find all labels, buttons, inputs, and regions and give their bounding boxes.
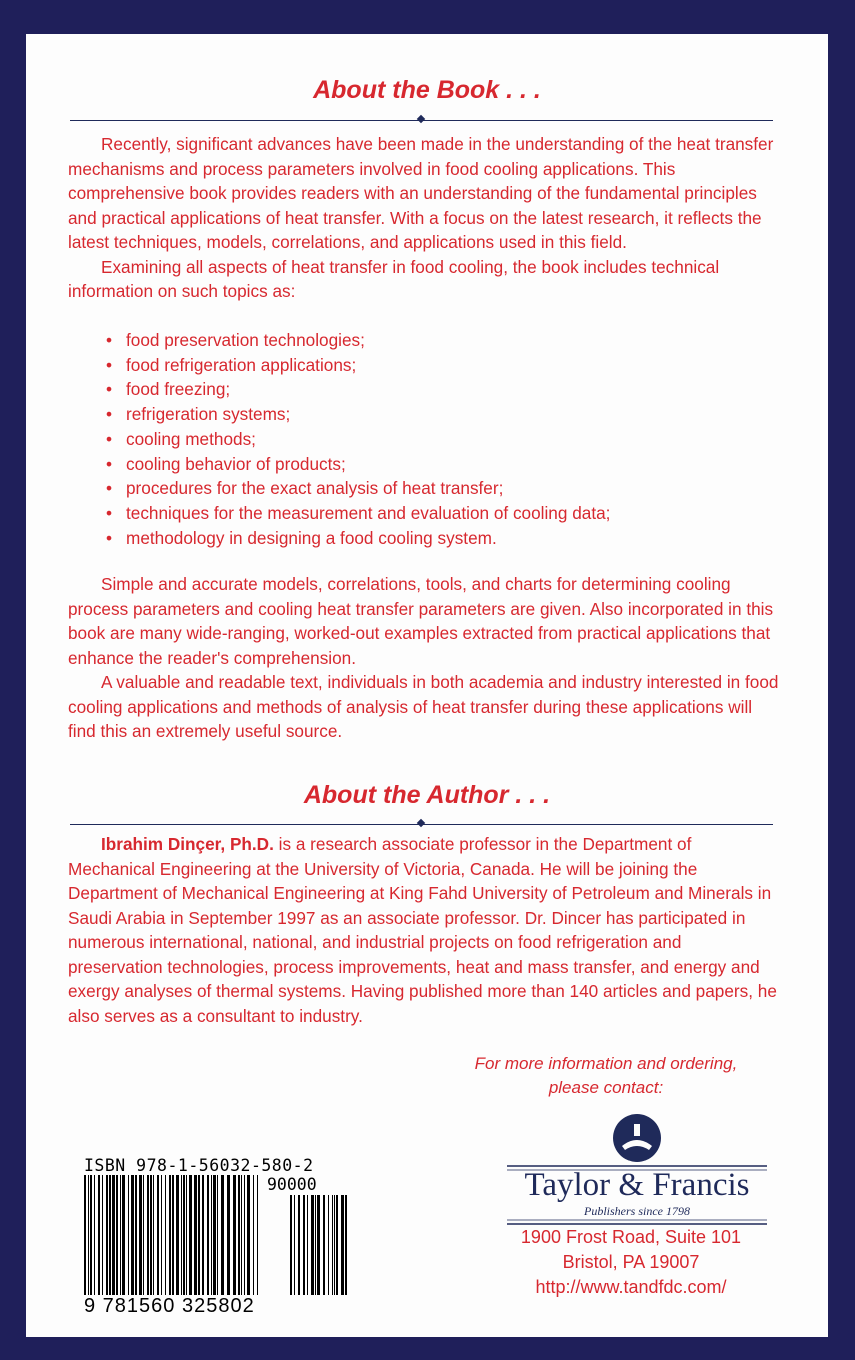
barcode-addon-bar: [328, 1195, 329, 1295]
barcode-bar: [106, 1175, 108, 1295]
barcode-bar: [244, 1175, 245, 1295]
barcode-bar: [165, 1175, 166, 1295]
barcode-bar: [169, 1175, 171, 1295]
address-line-2: Bristol, PA 19007: [562, 1252, 700, 1272]
price-code: 90000: [267, 1175, 317, 1194]
barcode-addon-bar: [332, 1195, 333, 1295]
contact-note: [456, 1052, 756, 1100]
barcode-addon-bar: [315, 1195, 316, 1295]
isbn-label: ISBN 978-1-56032-580-2: [84, 1156, 314, 1175]
barcode-bar: [131, 1175, 134, 1295]
barcode-bar: [257, 1175, 258, 1295]
publisher-tagline: Publishers since 1798: [584, 1204, 690, 1218]
barcode-bar: [241, 1175, 242, 1295]
barcode-bar: [238, 1175, 240, 1295]
barcode-bar: [98, 1175, 100, 1295]
barcode-bar: [139, 1175, 142, 1295]
barcode-bar: [90, 1175, 92, 1295]
about-book-heading: About the Book . . .: [313, 76, 541, 104]
publisher-emblem: [613, 1114, 661, 1162]
barcode-addon-bar: [336, 1195, 338, 1295]
book-closing: [68, 572, 780, 744]
barcode-bar: [120, 1175, 121, 1295]
barcode-bar: [227, 1175, 230, 1295]
barcode-bar: [161, 1175, 162, 1295]
barcode-bar: [217, 1175, 218, 1295]
barcode-bar: [84, 1175, 86, 1295]
barcode-bar: [213, 1175, 216, 1295]
barcode-bar: [112, 1175, 115, 1295]
list-item: • methodology in designing a food cooling system.: [98, 526, 610, 551]
barcode-bar: [102, 1175, 103, 1295]
contact-note-line-1: For more information and ordering,: [474, 1054, 738, 1073]
barcode: [84, 1175, 354, 1297]
book-intro: [68, 132, 780, 304]
author-bio-text: is a research associate professor in the Department of Mechanical Engineering at the University of Victoria, Canada. He will be joining the Department of Mechanical Engineering at King Fahd University of Petroleum and Minerals in Saudi Arabia in September 1997 as an associate professor. Dr. Dincer has participated in numerous international, national, and industrial projects on food refrigeration and preservation technologies, process improvements, heat and mass transfer, and energy and exergy analyses of thermal systems. Having published more than 140 articles and papers, he also serves as a consultant to industry.: [68, 834, 777, 1026]
barcode-bar: [183, 1175, 185, 1295]
barcode-bar: [211, 1175, 212, 1295]
about-author-heading: About the Author . . .: [303, 781, 551, 809]
back-cover: [26, 34, 828, 1337]
barcode-addon-bar: [303, 1195, 305, 1295]
list-item: • food preservation technologies;: [98, 328, 610, 353]
barcode-addon-bar: [345, 1195, 347, 1295]
barcode-bar: [150, 1175, 152, 1295]
barcode-addon-bar: [323, 1195, 325, 1295]
barcode-addon-bar: [341, 1195, 344, 1295]
barcode-addon-bar: [334, 1195, 335, 1295]
list-item: • food freezing;: [98, 377, 610, 402]
list-item: • techniques for the measurement and evaluation of cooling data;: [98, 501, 610, 526]
website-link[interactable]: http://www.tandfdc.com/: [535, 1277, 727, 1297]
barcode-bar: [233, 1175, 236, 1295]
author-bio: [68, 832, 780, 1028]
book-paragraph-3: Simple and accurate models, correlations, tools, and charts for determining cooling process parameters and cooling heat transfer parameters are given. Also incorporated in this book are many wide-ranging, worked-out examples extracted from practical applications that enhance the reader's comprehension.: [68, 574, 774, 668]
barcode-digits: 9 781560 325802: [84, 1295, 255, 1317]
barcode-bar: [135, 1175, 137, 1295]
barcode-bar: [122, 1175, 125, 1295]
barcode-bar: [202, 1175, 204, 1295]
list-item: • cooling behavior of products;: [98, 452, 610, 477]
barcode-bar: [88, 1175, 89, 1295]
barcode-bar: [94, 1175, 95, 1295]
topics-list: [98, 328, 610, 550]
barcode-bar: [221, 1175, 224, 1295]
contact-note-line-2: please contact:: [548, 1078, 664, 1097]
barcode-bar: [247, 1175, 250, 1295]
barcode-addon-bar: [311, 1195, 314, 1295]
barcode-bar: [172, 1175, 174, 1295]
barcode-bar: [189, 1175, 192, 1295]
barcode-bar: [147, 1175, 149, 1295]
book-paragraph-4: A valuable and readable text, individuals in both academia and industry interested in food cooling applications and methods of analysis of heat transfer during these applications will find this an extremely useful source.: [68, 672, 779, 741]
publisher-name: Taylor & Francis: [524, 1167, 750, 1203]
barcode-addon-bar: [294, 1195, 295, 1295]
barcode-bar: [198, 1175, 200, 1295]
barcode-bar: [109, 1175, 111, 1295]
barcode-addon-bar: [317, 1195, 320, 1295]
list-item: • cooling methods;: [98, 427, 610, 452]
barcode-bar: [157, 1175, 159, 1295]
barcode-bar: [176, 1175, 179, 1295]
barcode-addon-bar: [307, 1195, 308, 1295]
barcode-addon-bar: [298, 1195, 300, 1295]
barcode-bar: [253, 1175, 254, 1295]
barcode-addon-bar: [290, 1195, 292, 1295]
barcode-bar: [116, 1175, 118, 1295]
barcode-bar: [143, 1175, 144, 1295]
author-name: Ibrahim Dinçer, Ph.D.: [101, 834, 274, 854]
rule-diamond-ornament: [417, 819, 425, 827]
book-paragraph-2: Examining all aspects of heat transfer in food cooling, the book includes technical information on such topics as:: [68, 256, 720, 301]
barcode-bar: [194, 1175, 197, 1295]
rule-diamond-ornament: [417, 115, 425, 123]
list-item: • procedures for the exact analysis of heat transfer;: [98, 476, 610, 501]
publisher-address: [481, 1225, 781, 1300]
book-paragraph-1: Recently, significant advances have been made in the understanding of the heat transfer mechanisms and process parameters involved in food cooling applications. This comprehensive book provides readers with an understanding of the fundamental principles and practical applications of heat transfer. With a focus on the latest research, it reflects the latest techniques, models, correlations, and applications used in this field.: [68, 134, 774, 252]
barcode-bar: [153, 1175, 154, 1295]
list-item: • refrigeration systems;: [98, 402, 610, 427]
barcode-bar: [181, 1175, 182, 1295]
list-item: • food refrigeration applications;: [98, 353, 610, 378]
barcode-bar: [207, 1175, 209, 1295]
address-line-1: 1900 Frost Road, Suite 101: [520, 1227, 742, 1247]
barcode-bar: [128, 1175, 129, 1295]
barcode-bar: [186, 1175, 187, 1295]
